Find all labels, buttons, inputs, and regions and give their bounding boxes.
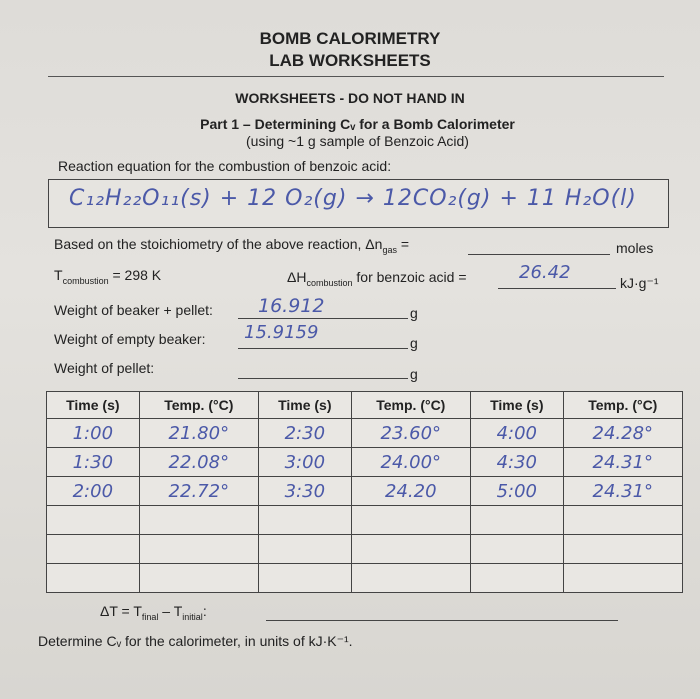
table-cell[interactable] xyxy=(470,506,563,535)
table-cell[interactable]: 21.80° xyxy=(139,419,258,448)
header-time-1: Time (s) xyxy=(47,392,140,419)
title-rule xyxy=(48,76,664,77)
weight-empty-beaker-line[interactable] xyxy=(238,348,408,349)
table-cell[interactable] xyxy=(563,506,682,535)
table-row xyxy=(47,506,683,535)
header-temp-2: Temp. (°C) xyxy=(351,392,470,419)
table-cell[interactable]: 3:30 xyxy=(258,477,351,506)
part1-title: Part 1 – Determining Cᵥ for a Bomb Calorimeter xyxy=(200,116,515,132)
table-row xyxy=(47,564,683,593)
table-cell[interactable]: 24.00° xyxy=(351,448,470,477)
table-cell[interactable]: 22.72° xyxy=(139,477,258,506)
table-cell[interactable]: 5:00 xyxy=(470,477,563,506)
table-cell[interactable] xyxy=(351,564,470,593)
table-cell[interactable]: 22.08° xyxy=(139,448,258,477)
table-cell[interactable] xyxy=(470,535,563,564)
table-row xyxy=(47,477,683,506)
worksheet-subtitle: WORKSHEETS - DO NOT HAND IN xyxy=(235,90,465,106)
stoich-question: Based on the stoichiometry of the above reaction, $\Delta n_{gas}$ = xyxy=(54,236,410,255)
table-cell[interactable] xyxy=(351,535,470,564)
reaction-handwritten: C₁₂H₂₂O₁₁(s) + 12 O₂(g) → 12CO₂(g) + 11 H₂O(l) xyxy=(69,186,637,211)
table-cell[interactable] xyxy=(139,535,258,564)
table-cell[interactable] xyxy=(563,564,682,593)
weight-pellet-line[interactable] xyxy=(238,378,408,379)
table-row xyxy=(47,419,683,448)
table-cell[interactable] xyxy=(47,506,140,535)
table-row xyxy=(47,448,683,477)
table-header-row xyxy=(47,392,683,419)
weight-empty-beaker-value: 15.9159 xyxy=(244,322,319,343)
header-temp-3: Temp. (°C) xyxy=(563,392,682,419)
weight-empty-beaker-label: Weight of empty beaker: xyxy=(54,331,206,347)
table-cell[interactable] xyxy=(139,506,258,535)
reaction-answer-box[interactable] xyxy=(48,179,669,228)
table-cell[interactable]: 24.31° xyxy=(563,448,682,477)
table-cell[interactable]: 2:30 xyxy=(258,419,351,448)
table-cell[interactable]: 24.28° xyxy=(563,419,682,448)
table-cell[interactable] xyxy=(47,564,140,593)
temperature-table xyxy=(46,391,683,593)
dh-combustion-value: 26.42 xyxy=(519,262,571,283)
weight-pellet-label: Weight of pellet: xyxy=(54,360,155,376)
table-cell[interactable]: 3:00 xyxy=(258,448,351,477)
table-cell[interactable]: 1:00 xyxy=(47,419,140,448)
table-cell[interactable]: 24.20 xyxy=(351,477,470,506)
dh-answer-line[interactable] xyxy=(498,288,616,289)
delta-t-answer-line[interactable] xyxy=(266,620,618,621)
title-line-2: LAB WORKSHEETS xyxy=(269,51,431,70)
stoich-unit: moles xyxy=(616,240,654,256)
table-cell[interactable]: 4:30 xyxy=(470,448,563,477)
table-row xyxy=(47,535,683,564)
weight-beaker-pellet-value: 16.912 xyxy=(258,295,325,317)
table-cell[interactable] xyxy=(563,535,682,564)
weight-pellet-unit: g xyxy=(410,366,418,382)
weight-beaker-pellet-label: Weight of beaker + pellet: xyxy=(54,302,213,318)
table-cell[interactable] xyxy=(258,535,351,564)
dh-unit: kJ·g⁻¹ xyxy=(620,275,659,291)
table-cell[interactable] xyxy=(258,564,351,593)
determine-cv-instruction: Determine Cᵥ for the calorimeter, in units of kJ·K⁻¹. xyxy=(38,633,353,649)
title-line-1: BOMB CALORIMETRY xyxy=(259,29,441,48)
header-time-2: Time (s) xyxy=(258,392,351,419)
weight-beaker-pellet-unit: g xyxy=(410,305,418,321)
weight-empty-beaker-unit: g xyxy=(410,335,418,351)
dh-combustion-label: $\Delta H_{combustion}$ for benzoic acid = xyxy=(287,269,467,288)
table-cell[interactable] xyxy=(47,535,140,564)
delta-t-label: $\Delta T = T_{final} - T_{initial}$: xyxy=(100,603,207,622)
table-cell[interactable]: 4:00 xyxy=(470,419,563,448)
table-cell[interactable]: 23.60° xyxy=(351,419,470,448)
stoich-answer-line[interactable] xyxy=(468,254,610,255)
header-temp-1: Temp. (°C) xyxy=(139,392,258,419)
table-cell[interactable] xyxy=(139,564,258,593)
weight-beaker-pellet-line[interactable] xyxy=(238,318,408,319)
table-cell[interactable]: 24.31° xyxy=(563,477,682,506)
table-cell[interactable]: 1:30 xyxy=(47,448,140,477)
table-cell[interactable] xyxy=(351,506,470,535)
header-time-3: Time (s) xyxy=(470,392,563,419)
table-cell[interactable] xyxy=(470,564,563,593)
t-combustion: $T_{combustion} = 298$ K xyxy=(54,267,162,286)
table-cell[interactable] xyxy=(258,506,351,535)
part1-subtitle: (using ~1 g sample of Benzoic Acid) xyxy=(246,133,469,149)
reaction-label: Reaction equation for the combustion of benzoic acid: xyxy=(58,158,392,174)
table-cell[interactable]: 2:00 xyxy=(47,477,140,506)
